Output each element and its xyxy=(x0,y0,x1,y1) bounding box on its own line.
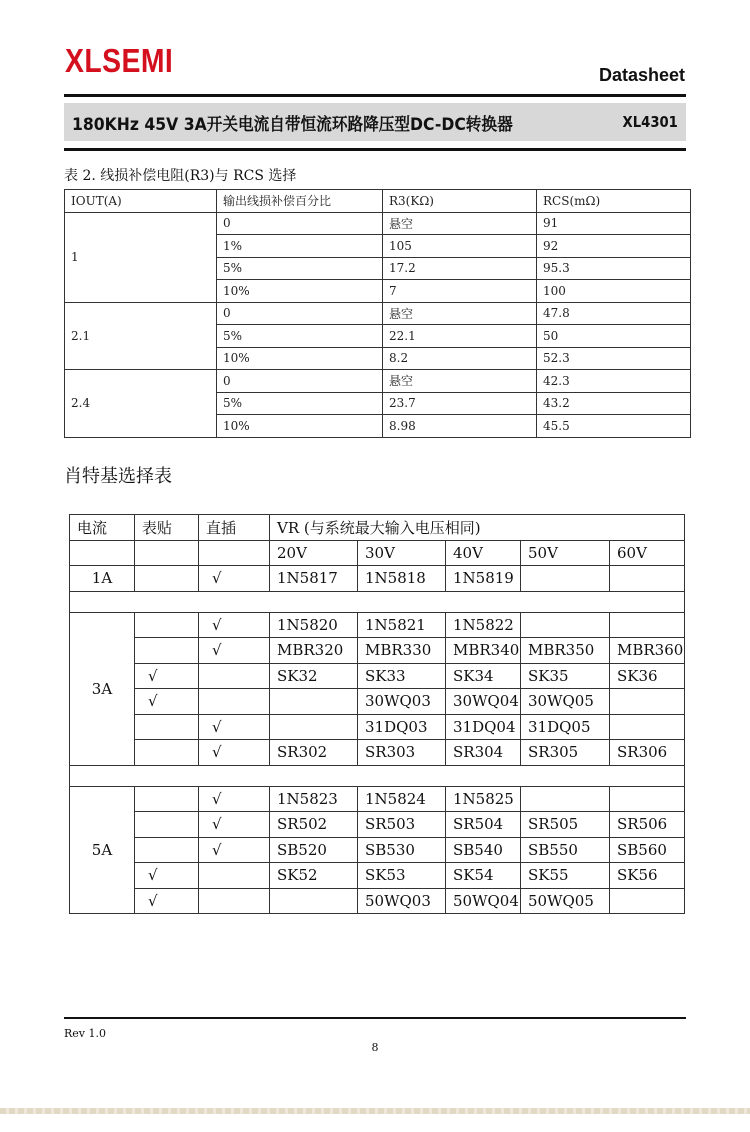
diode-part-cell: SB540 xyxy=(446,837,521,863)
table2-cell: 10% xyxy=(217,347,383,370)
table2-cell: 23.7 xyxy=(383,392,537,415)
table2-cell: 8.98 xyxy=(383,415,537,438)
empty-cell xyxy=(135,540,199,566)
document-title: 180KHz 45V 3A开关电流自带恒流环路降压型DC-DC转换器 xyxy=(72,114,513,135)
smd-check-cell xyxy=(135,812,199,838)
current-header-cell: 电流 xyxy=(70,515,135,541)
table3-row xyxy=(70,812,685,838)
diode-part-cell: 30WQ04 xyxy=(446,689,521,715)
empty-cell xyxy=(70,540,135,566)
tht-check-cell: √ xyxy=(199,612,270,638)
table2-cell: 47.8 xyxy=(537,302,691,325)
diode-part-cell: 50WQ04 xyxy=(446,888,521,914)
table2-cell: 10% xyxy=(217,280,383,303)
diode-part-cell: 50WQ05 xyxy=(521,888,610,914)
table2-cell: 10% xyxy=(217,415,383,438)
smd-check-cell xyxy=(135,786,199,812)
table2-header-row xyxy=(65,190,691,213)
smd-check-cell xyxy=(135,566,199,592)
table3-row xyxy=(70,837,685,863)
tht-check-cell: √ xyxy=(199,714,270,740)
diode-part-cell: 1N5823 xyxy=(270,786,358,812)
table3-row xyxy=(70,663,685,689)
page-number: 8 xyxy=(371,1041,379,1054)
tht-check-cell: √ xyxy=(199,638,270,664)
diode-part-cell: SB560 xyxy=(610,837,685,863)
diode-part-cell xyxy=(610,888,685,914)
revision-label: Rev 1.0 xyxy=(64,1027,106,1040)
diode-part-cell: 1N5817 xyxy=(270,566,358,592)
diode-part-cell: SK53 xyxy=(358,863,446,889)
title-rule xyxy=(64,148,686,151)
table2-header-cell: RCS(mΩ) xyxy=(537,190,691,213)
table3-voltage-row xyxy=(70,540,685,566)
table2-cell: 5% xyxy=(217,257,383,280)
diode-part-cell: SK35 xyxy=(521,663,610,689)
diode-part-cell: 31DQ03 xyxy=(358,714,446,740)
table2-cell: 7 xyxy=(383,280,537,303)
diode-part-cell: 31DQ04 xyxy=(446,714,521,740)
diode-part-cell: 1N5820 xyxy=(270,612,358,638)
diode-part-cell xyxy=(610,714,685,740)
company-logo: XLSEMI xyxy=(65,42,174,79)
diode-part-cell: MBR340 xyxy=(446,638,521,664)
diode-part-cell xyxy=(610,612,685,638)
diode-part-cell: MBR320 xyxy=(270,638,358,664)
voltage-header-cell: 60V xyxy=(610,540,685,566)
table2-header-cell: 输出线损补偿百分比 xyxy=(217,190,383,213)
table3-row xyxy=(70,888,685,914)
table2-cell: 1% xyxy=(217,235,383,258)
voltage-header-cell: 20V xyxy=(270,540,358,566)
table3-caption: 肖特基选择表 xyxy=(64,466,172,487)
table2-cell: 91 xyxy=(537,212,691,235)
voltage-header-cell: 30V xyxy=(358,540,446,566)
diode-part-cell: SB520 xyxy=(270,837,358,863)
diode-part-cell: MBR350 xyxy=(521,638,610,664)
diode-part-cell xyxy=(270,888,358,914)
diode-part-cell: 50WQ03 xyxy=(358,888,446,914)
table2-cell: 22.1 xyxy=(383,325,537,348)
part-number: XL4301 xyxy=(622,113,678,131)
table2-header-cell: R3(KΩ) xyxy=(383,190,537,213)
diode-part-cell: SR506 xyxy=(610,812,685,838)
diode-part-cell: SR304 xyxy=(446,740,521,766)
table3-row xyxy=(70,638,685,664)
current-cell: 1A xyxy=(70,566,135,592)
current-cell: 3A xyxy=(70,612,135,765)
diode-part-cell: 31DQ05 xyxy=(521,714,610,740)
diode-part-cell: MBR330 xyxy=(358,638,446,664)
spacer-cell xyxy=(70,765,685,786)
table3-spacer-row xyxy=(70,591,685,612)
line-compensation-table xyxy=(64,189,691,438)
diode-part-cell: 1N5822 xyxy=(446,612,521,638)
diode-part-cell: SR503 xyxy=(358,812,446,838)
empty-cell xyxy=(199,540,270,566)
voltage-header-cell: 40V xyxy=(446,540,521,566)
table2-cell: 17.2 xyxy=(383,257,537,280)
smd-check-cell: √ xyxy=(135,663,199,689)
smd-check-cell: √ xyxy=(135,689,199,715)
table2-caption: 表 2. 线损补偿电阻(R3)与 RCS 选择 xyxy=(64,168,297,184)
table3-row xyxy=(70,740,685,766)
diode-part-cell xyxy=(521,612,610,638)
header-rule xyxy=(64,94,686,97)
tht-check-cell: √ xyxy=(199,812,270,838)
table2-cell: 50 xyxy=(537,325,691,348)
table2-cell: 5% xyxy=(217,392,383,415)
table2-row xyxy=(65,370,691,393)
voltage-header-cell: 50V xyxy=(521,540,610,566)
table2-cell: 43.2 xyxy=(537,392,691,415)
diode-part-cell: 1N5819 xyxy=(446,566,521,592)
vr-header-cell: VR (与系统最大输入电压相同) xyxy=(270,515,685,541)
diode-part-cell: SK54 xyxy=(446,863,521,889)
iout-cell: 1 xyxy=(65,212,217,302)
diode-part-cell: SR302 xyxy=(270,740,358,766)
table2-cell: 92 xyxy=(537,235,691,258)
tht-check-cell: √ xyxy=(199,740,270,766)
table2-row xyxy=(65,212,691,235)
diode-part-cell: 1N5825 xyxy=(446,786,521,812)
diode-part-cell: SK55 xyxy=(521,863,610,889)
smd-check-cell xyxy=(135,638,199,664)
table3-spacer-row xyxy=(70,765,685,786)
smd-header-cell: 表贴 xyxy=(135,515,199,541)
diode-part-cell xyxy=(610,786,685,812)
table2-cell: 105 xyxy=(383,235,537,258)
diode-part-cell xyxy=(610,566,685,592)
smd-check-cell xyxy=(135,837,199,863)
diode-part-cell: 1N5821 xyxy=(358,612,446,638)
diode-part-cell: MBR360 xyxy=(610,638,685,664)
footer-rule xyxy=(64,1017,686,1019)
diode-part-cell: SK36 xyxy=(610,663,685,689)
table3-row xyxy=(70,566,685,592)
diode-part-cell: SR303 xyxy=(358,740,446,766)
table3-row xyxy=(70,612,685,638)
diode-part-cell xyxy=(610,689,685,715)
tht-check-cell xyxy=(199,663,270,689)
diode-part-cell: 30WQ03 xyxy=(358,689,446,715)
table2-cell: 95.3 xyxy=(537,257,691,280)
table2-cell: 悬空 xyxy=(383,302,537,325)
tht-check-cell: √ xyxy=(199,837,270,863)
smd-check-cell xyxy=(135,740,199,766)
table3-row xyxy=(70,689,685,715)
iout-cell: 2.4 xyxy=(65,370,217,438)
tht-check-cell xyxy=(199,863,270,889)
diode-part-cell: SK34 xyxy=(446,663,521,689)
iout-cell: 2.1 xyxy=(65,302,217,370)
table2-cell: 52.3 xyxy=(537,347,691,370)
table2-cell: 42.3 xyxy=(537,370,691,393)
diode-part-cell: SR502 xyxy=(270,812,358,838)
spacer-cell xyxy=(70,591,685,612)
table3-header-row xyxy=(70,515,685,541)
table3-row xyxy=(70,714,685,740)
table2-cell: 0 xyxy=(217,212,383,235)
smd-check-cell xyxy=(135,612,199,638)
page-bottom-band xyxy=(0,1108,750,1114)
diode-part-cell: SK52 xyxy=(270,863,358,889)
smd-check-cell xyxy=(135,714,199,740)
diode-part-cell: SK32 xyxy=(270,663,358,689)
diode-part-cell: SR505 xyxy=(521,812,610,838)
current-cell: 5A xyxy=(70,786,135,914)
schottky-selection-table xyxy=(69,514,685,914)
diode-part-cell: SR305 xyxy=(521,740,610,766)
table2-header-cell: IOUT(A) xyxy=(65,190,217,213)
diode-part-cell: SK33 xyxy=(358,663,446,689)
diode-part-cell: 1N5824 xyxy=(358,786,446,812)
smd-check-cell: √ xyxy=(135,888,199,914)
table2-cell: 45.5 xyxy=(537,415,691,438)
diode-part-cell xyxy=(521,786,610,812)
tht-check-cell xyxy=(199,888,270,914)
table3-row xyxy=(70,786,685,812)
diode-part-cell xyxy=(270,714,358,740)
tht-check-cell: √ xyxy=(199,786,270,812)
tht-check-cell xyxy=(199,689,270,715)
document-type-label: Datasheet xyxy=(598,65,685,85)
smd-check-cell: √ xyxy=(135,863,199,889)
diode-part-cell xyxy=(521,566,610,592)
table2-cell: 0 xyxy=(217,370,383,393)
table2-cell: 0 xyxy=(217,302,383,325)
tht-header-cell: 直插 xyxy=(199,515,270,541)
table2-cell: 100 xyxy=(537,280,691,303)
diode-part-cell: SB550 xyxy=(521,837,610,863)
table2-cell: 5% xyxy=(217,325,383,348)
table2-cell: 8.2 xyxy=(383,347,537,370)
diode-part-cell: 30WQ05 xyxy=(521,689,610,715)
table3-row xyxy=(70,863,685,889)
tht-check-cell: √ xyxy=(199,566,270,592)
table2-cell: 悬空 xyxy=(383,370,537,393)
diode-part-cell: SK56 xyxy=(610,863,685,889)
diode-part-cell xyxy=(270,689,358,715)
diode-part-cell: SB530 xyxy=(358,837,446,863)
table2-row xyxy=(65,302,691,325)
diode-part-cell: SR306 xyxy=(610,740,685,766)
diode-part-cell: 1N5818 xyxy=(358,566,446,592)
diode-part-cell: SR504 xyxy=(446,812,521,838)
table2-cell: 悬空 xyxy=(383,212,537,235)
title-bar xyxy=(64,103,686,141)
